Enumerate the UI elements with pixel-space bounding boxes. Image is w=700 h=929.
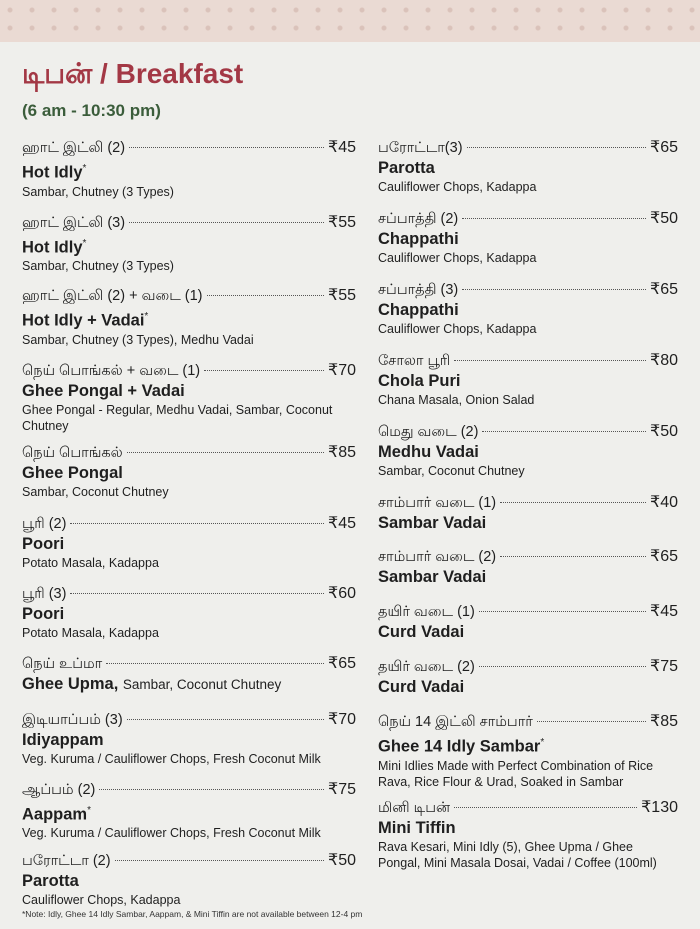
menu-item (378, 351, 678, 408)
tamil-item-name: மெது வடை (2) (378, 424, 479, 440)
tamil-price-line (22, 654, 356, 674)
english-item-name (378, 677, 678, 698)
tamil-item-name: நெய் பொங்கல் (22, 444, 123, 461)
menu-item (22, 584, 356, 641)
item-price: ₹70 (328, 361, 356, 379)
dot-leader (70, 593, 324, 594)
menu-column-right (378, 138, 678, 871)
english-item-name (378, 158, 678, 179)
menu-item (378, 138, 678, 195)
tamil-price-line (378, 547, 678, 567)
english-item-name (378, 622, 678, 643)
menu-item (22, 138, 356, 200)
item-description: Mini Idlies Made with Perfect Combination of Rice Rava, Rice Flour & Urad, Soaked in Sambar (378, 758, 654, 789)
english-item-name (22, 158, 356, 184)
dot-leader (454, 360, 646, 361)
tamil-item-name: பரோட்டா (2) (22, 853, 111, 869)
item-name-text: Medhu Vadai (378, 443, 479, 461)
footnote-marker: * (82, 237, 87, 249)
tamil-price-line (378, 602, 678, 622)
dot-leader (127, 719, 324, 720)
tamil-item-name: சாம்பார் வடை (2) (378, 549, 497, 565)
item-name-text: Aappam (22, 805, 88, 823)
item-description: Cauliflower Chops, Kadappa (22, 893, 181, 907)
dot-leader (537, 721, 646, 722)
tamil-item-name: ஆப்பம் (2) (22, 781, 96, 798)
dot-leader (467, 147, 646, 148)
item-price: ₹45 (328, 139, 356, 156)
dot-leader (479, 611, 646, 612)
dot-leader (204, 370, 324, 371)
serving-hours: (6 am - 10:30 pm) (22, 101, 161, 120)
dot-leader (482, 431, 646, 432)
item-name-text: Hot Idly (22, 163, 83, 182)
item-name-text: Sambar Vadai (378, 514, 487, 532)
item-description: Ghee Pongal - Regular, Medhu Vadai, Sambar, Coconut Chutney (22, 402, 333, 433)
item-description: Sambar, Chutney (3 Types), Medhu Vadai (22, 332, 254, 347)
menu-column-left (22, 138, 356, 908)
english-item-name (378, 229, 678, 250)
item-price: ₹65 (650, 281, 678, 298)
item-price: ₹65 (650, 139, 678, 156)
menu-item (378, 547, 678, 588)
tamil-price-line (378, 351, 678, 371)
tamil-item-name: பூரி (2) (22, 515, 67, 532)
english-item-name (378, 442, 678, 463)
menu-item (378, 493, 678, 534)
footnote-marker: * (87, 804, 92, 816)
english-item-name (22, 233, 356, 259)
item-description: Cauliflower Chops, Kadappa (378, 322, 537, 336)
tamil-price-line (22, 361, 356, 381)
tamil-item-name: சப்பாத்தி (2) (378, 211, 459, 227)
menu-item (378, 422, 678, 479)
item-price: ₹45 (328, 514, 356, 532)
item-price: ₹50 (650, 423, 678, 440)
english-item-name (22, 463, 356, 484)
tamil-price-line (22, 138, 356, 158)
item-description: Potato Masala, Kadappa (22, 625, 159, 640)
dot-leader (500, 556, 646, 557)
item-name-text: Ghee 14 Idly Sambar (378, 737, 541, 756)
item-description: Cauliflower Chops, Kadappa (378, 251, 537, 265)
dot-leader (129, 222, 324, 223)
dot-leader (479, 666, 646, 667)
item-description: Cauliflower Chops, Kadappa (378, 180, 537, 194)
item-name-text: Chola Puri (378, 372, 461, 390)
item-price: ₹80 (650, 352, 678, 369)
dot-leader (500, 502, 646, 503)
item-price: ₹65 (650, 548, 678, 565)
english-item-name (22, 730, 356, 751)
tamil-item-name: மினி டிபன் (378, 799, 451, 816)
item-name-text: Parotta (22, 872, 79, 890)
item-name-text: Chappathi (378, 230, 459, 248)
english-item-name (378, 818, 678, 839)
item-description: Sambar, Coconut Chutney (122, 676, 282, 692)
dot-leader (70, 523, 324, 524)
item-price: ₹70 (328, 710, 356, 728)
english-item-name (22, 306, 356, 332)
tamil-price-line (22, 514, 356, 534)
item-name-text: Mini Tiffin (378, 818, 456, 837)
dot-leader (454, 807, 637, 808)
item-price: ₹55 (328, 213, 356, 231)
item-price: ₹50 (650, 210, 678, 227)
item-description: Veg. Kuruma / Cauliflower Chops, Fresh Coconut Milk (22, 826, 321, 840)
tamil-price-line (22, 443, 356, 463)
tamil-price-line (378, 209, 678, 229)
english-item-name (22, 534, 356, 555)
item-description: Rava Kesari, Mini Idly (5), Ghee Upma / Ghee Pongal, Mini Masala Dosai, Vadai / Coffee (100ml) (378, 839, 657, 870)
tamil-price-line (378, 138, 678, 158)
item-name-text: Poori (22, 604, 65, 623)
menu-item (378, 798, 678, 871)
item-name-text: Parotta (378, 159, 435, 177)
tamil-item-name: தயிர் வடை (2) (378, 659, 475, 675)
tamil-price-line (378, 493, 678, 513)
tamil-price-line (22, 286, 356, 306)
tamil-item-name: தயிர் வடை (1) (378, 604, 475, 620)
item-name-text: Poori (22, 534, 65, 553)
english-item-name (378, 732, 678, 758)
item-description: Chana Masala, Onion Salad (378, 393, 535, 407)
item-name-text: Sambar Vadai (378, 568, 487, 586)
tamil-price-line (378, 798, 678, 818)
item-price: ₹75 (328, 780, 356, 798)
dot-leader (129, 147, 324, 148)
menu-item (22, 780, 356, 842)
english-item-name (22, 381, 356, 402)
english-item-name (378, 371, 678, 392)
tamil-item-name: நெய் பொங்கல் + வடை (1) (22, 362, 201, 379)
item-name-text: Chappathi (378, 301, 459, 319)
item-description: Potato Masala, Kadappa (22, 555, 159, 570)
item-price: ₹50 (328, 852, 356, 869)
page-title: டிபன் / Breakfast (22, 58, 244, 89)
tamil-item-name: சோலா பூரி (378, 353, 451, 369)
menu-item (22, 361, 356, 434)
decorative-border (0, 0, 700, 42)
item-price: ₹85 (650, 713, 678, 730)
menu-item (378, 657, 678, 698)
item-description: Veg. Kuruma / Cauliflower Chops, Fresh Coconut Milk (22, 751, 321, 766)
footnote: *Note: Idly, Ghee 14 Idly Sambar, Aappam, & Mini Tiffin are not available between 12-4 pm (22, 909, 363, 919)
tamil-price-line (378, 422, 678, 442)
english-item-name (378, 513, 678, 534)
dot-leader (106, 663, 324, 664)
menu-item (378, 712, 678, 790)
item-price: ₹40 (650, 494, 678, 511)
item-price: ₹45 (650, 603, 678, 620)
item-name-text: Curd Vadai (378, 678, 465, 696)
footnote-marker: * (144, 311, 149, 322)
tamil-price-line (22, 213, 356, 233)
menu-item (22, 514, 356, 571)
tamil-item-name: சப்பாத்தி (3) (378, 282, 459, 298)
tamil-item-name: ஹாட் இட்லி (3) (22, 214, 126, 231)
menu-item (22, 213, 356, 275)
item-price: ₹55 (328, 287, 356, 304)
item-description: Sambar, Coconut Chutney (22, 484, 169, 499)
tamil-item-name: பூரி (3) (22, 585, 67, 602)
tamil-item-name: நெய் உப்மா (22, 655, 103, 672)
dot-leader (99, 789, 324, 790)
item-name-text: Hot Idly + Vadai (22, 311, 145, 330)
menu-item (22, 851, 356, 908)
menu-item (378, 209, 678, 266)
footnote-marker: * (82, 163, 87, 174)
item-name-text: Ghee Pongal + Vadai (22, 381, 185, 400)
tamil-item-name: நெய் 14 இட்லி சாம்பார் (378, 714, 533, 730)
menu-item (378, 280, 678, 337)
tamil-price-line (22, 780, 356, 800)
menu-item (22, 443, 356, 500)
tamil-price-line (378, 712, 678, 732)
english-item-name (378, 300, 678, 321)
english-item-name (22, 871, 356, 892)
item-price: ₹85 (328, 443, 356, 461)
item-price: ₹75 (650, 658, 678, 675)
item-name-text: Ghee Upma, (22, 674, 119, 693)
item-price: ₹60 (328, 584, 356, 602)
menu-item (22, 654, 356, 695)
item-description: Sambar, Chutney (3 Types) (22, 184, 174, 199)
item-name-text: Curd Vadai (378, 623, 465, 641)
item-price: ₹130 (641, 798, 678, 816)
dot-leader (115, 860, 324, 861)
item-name-text: Idiyappam (22, 730, 104, 749)
item-description: Sambar, Coconut Chutney (378, 464, 525, 478)
english-item-name (22, 604, 356, 625)
menu-item (378, 602, 678, 643)
tamil-price-line (22, 584, 356, 604)
item-price: ₹65 (328, 654, 356, 672)
tamil-price-line (378, 657, 678, 677)
item-name-text: Ghee Pongal (22, 463, 123, 482)
footnote-marker: * (540, 737, 545, 748)
dot-leader (127, 452, 324, 453)
tamil-item-name: இடியாப்பம் (3) (22, 711, 123, 728)
tamil-price-line (22, 710, 356, 730)
english-item-name (378, 567, 678, 588)
menu-item (22, 710, 356, 767)
tamil-item-name: பரோட்டா(3) (378, 140, 463, 156)
dot-leader (462, 218, 646, 219)
tamil-item-name: சாம்பார் வடை (1) (378, 495, 497, 511)
dot-leader (207, 295, 325, 296)
english-item-name (22, 674, 356, 695)
item-description: Sambar, Chutney (3 Types) (22, 259, 174, 273)
dot-leader (462, 289, 646, 290)
menu-item (22, 286, 356, 348)
english-item-name (22, 800, 356, 826)
tamil-price-line (22, 851, 356, 871)
tamil-price-line (378, 280, 678, 300)
item-name-text: Hot Idly (22, 238, 83, 256)
tamil-item-name: ஹாட் இட்லி (2) (22, 140, 126, 156)
tamil-item-name: ஹாட் இட்லி (2) + வடை (1) (22, 288, 203, 304)
